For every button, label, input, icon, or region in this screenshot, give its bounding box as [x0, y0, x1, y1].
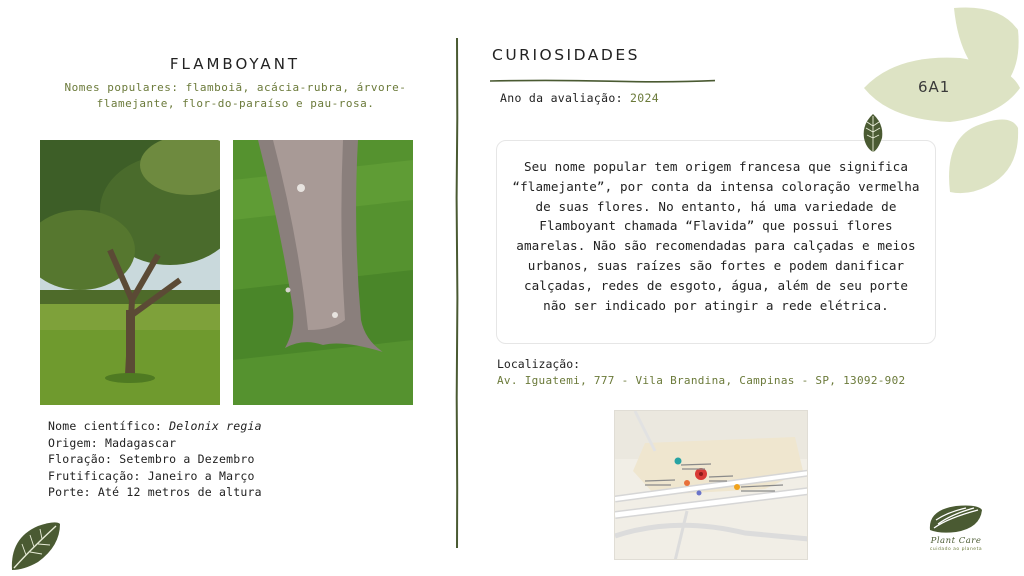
location-label: Localização:: [497, 357, 581, 371]
curiosity-text: Seu nome popular tem origem francesa que significa “flamejante”, por conta da intensa coloração vermelha de suas flores. No entanto, há uma variedade de Flamboyant chamada “Flavida” que possui flores amarelas. Não são recomendadas para calçadas e meios urbanos, suas raízes são fortes e podem danificar calçadas, redes de esgoto, água, além de seu porte não ser indicado por atingir a rede elétrica.: [512, 159, 920, 313]
evaluation-year: Ano da avaliação: 2024: [500, 91, 659, 105]
brand-logo: [918, 500, 994, 560]
scientific-name-value: Delonix regia: [169, 419, 262, 433]
title-underline: [490, 69, 715, 75]
vertical-divider: [455, 38, 459, 548]
location-address[interactable]: Av. Iguatemi, 777 - Vila Brandina, Campinas - SP, 13092-902: [497, 374, 906, 387]
decorative-leaves: [850, 0, 1024, 200]
fact-flowering: Floração: Setembro a Dezembro: [48, 452, 255, 466]
trunk-photo: [233, 140, 413, 405]
plant-title: FLAMBOYANT: [169, 55, 301, 73]
location-map[interactable]: [614, 410, 808, 560]
tree-code: 6A1: [918, 78, 951, 96]
curiosities-title: CURIOSIDADES: [492, 46, 640, 64]
popular-names: Nomes populares: flamboiã, acácia-rubra, árvore-flamejante, flor-do-paraíso e pau-rosa.: [64, 81, 407, 110]
brand-tagline: cuidado ao planeta: [929, 547, 983, 552]
fact-size: Porte: Até 12 metros de altura: [48, 485, 262, 499]
fact-scientific-name: Nome científico: Delonix regia: [48, 419, 262, 433]
fact-fruiting: Frutificação: Janeiro a Março: [48, 468, 255, 483]
small-leaf-icon: [860, 112, 886, 154]
tree-photo: [40, 140, 220, 405]
fact-origin: Origem: Madagascar: [48, 435, 177, 450]
leaf-icon: [8, 520, 62, 572]
evaluation-year-value: 2024: [630, 91, 659, 105]
brand-name: Plant Care: [930, 536, 982, 546]
plant-facts: [48, 418, 262, 501]
leaf-logo-icon: [918, 500, 994, 536]
